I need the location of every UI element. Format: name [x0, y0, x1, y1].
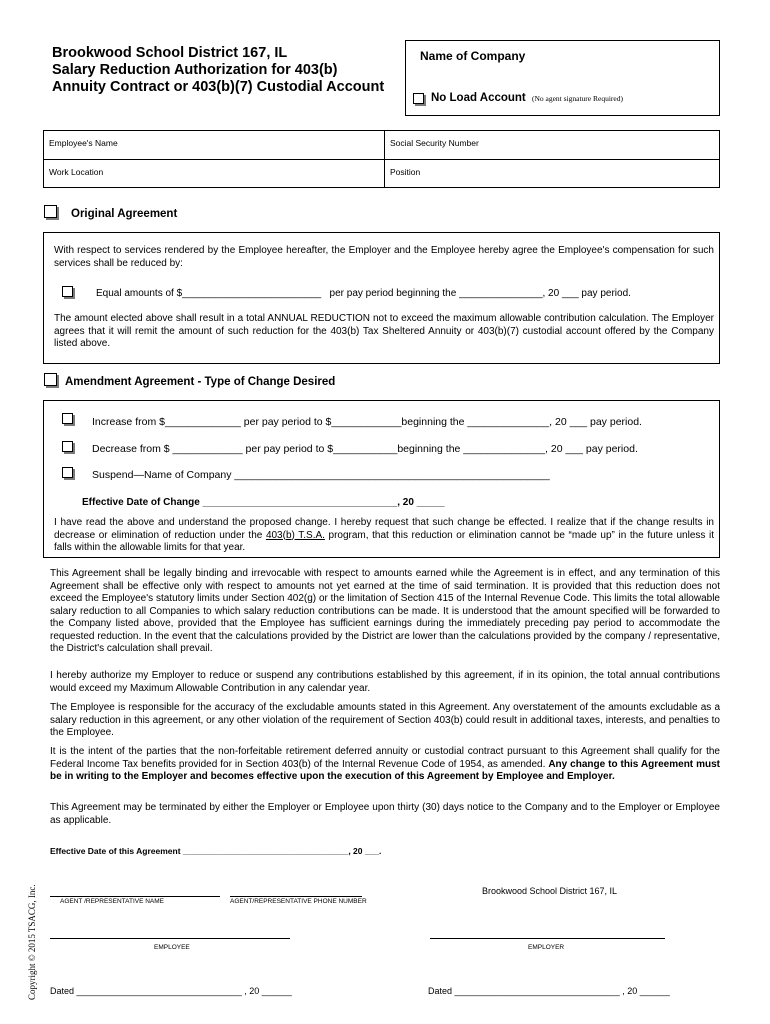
decrease-checkbox[interactable]	[62, 441, 73, 452]
company-box[interactable]	[405, 40, 720, 116]
no-load-text: No Load Account	[431, 92, 526, 104]
paragraph-intent	[50, 746, 720, 784]
original-agreement-checkbox[interactable]	[44, 205, 57, 218]
employee-fields-midline	[44, 159, 719, 160]
title-line-3: Annuity Contract or 403(b)(7) Custodial Account	[52, 79, 385, 95]
form-title	[52, 45, 402, 96]
amendment-box	[43, 400, 720, 558]
agent-phone-label: AGENT/REPRESENTATIVE PHONE NUMBER	[230, 898, 367, 905]
district-name: Brookwood School District 167, IL	[482, 886, 618, 896]
annual-reduction-text: The amount elected above shall result in a total ANNUAL REDUCTION not to exceed the maximum allowable contribution calculation. The Employer agrees that it will remit the amount of such reduction for the 403(b) Tax Sheltered Annuity or 403(b)(7) custodial account offered by the Company listed above.	[54, 313, 714, 349]
original-agreement-box	[43, 232, 720, 364]
read-understand-text	[54, 517, 714, 555]
suspend-line[interactable]: Suspend—Name of Company ______________________________________________________	[92, 469, 550, 481]
employee-fields-box	[43, 130, 720, 188]
suspend-checkbox[interactable]	[62, 467, 73, 478]
dated-right[interactable]: Dated _________________________________ , 20 ______	[428, 986, 670, 996]
ssn-field[interactable]: Social Security Number	[390, 138, 479, 148]
agent-phone-line[interactable]	[230, 896, 362, 897]
paragraph-binding: This Agreement shall be legally binding and irrevocable with respect to amounts earned while the Agreement is in effect, and any termination of this Agreement shall be effective only with respect to amounts not yet earned at the time of said termination. It is provided that this reduction does not exceed the Employee's statutory limits under Section 402(g) or the limitation of Section 415 of the Internal Revenue Code. This limits the total allowable salary reduction to all Companies to which salary reduction contributions can be made. It is understood that the amount specified will be forwarded to the Company listed above, provided that the Employee has sufficient earnings during the immediately preceding pay period to accommodate the requested reduction. In the event that the calculations provided by the District are lower than the calculations provided by the company / representative, the District's calculation shall prevail.	[50, 568, 720, 654]
equal-amounts-checkbox[interactable]	[62, 286, 73, 297]
read-text-after: program, that this reduction or elimination cannot be “made up” in the future unless it falls within the allowable limits for that year.	[54, 529, 714, 553]
employer-label: EMPLOYER	[528, 944, 565, 951]
no-load-checkbox[interactable]	[413, 93, 424, 104]
amendment-checkbox[interactable]	[44, 373, 57, 386]
amendment-heading: Amendment Agreement - Type of Change Desired	[65, 376, 336, 388]
tsa-program-link: 403(b) T.S.A.	[265, 529, 325, 541]
company-label: Name of Company	[420, 49, 526, 63]
dated-left[interactable]: Dated _________________________________ , 20 ______	[50, 986, 292, 996]
increase-line[interactable]: Increase from $_____________ per pay period to $____________beginning the ______________, 20 ___ pay period.	[92, 416, 642, 428]
no-load-note: (No agent signature Required)	[531, 94, 623, 103]
work-location-field[interactable]: Work Location	[49, 167, 104, 177]
position-field[interactable]: Position	[390, 167, 421, 177]
copyright-vertical: Copyright © 2015 TSACG, Inc.	[27, 884, 37, 1000]
no-load-label	[431, 92, 623, 104]
employee-signature-line[interactable]	[50, 938, 290, 939]
decrease-line[interactable]: Decrease from $ ____________ per pay period to $___________beginning the ______________, 20 ___ pay period.	[92, 443, 638, 455]
equal-amounts-line[interactable]: Equal amounts of $_________________________ per pay period beginning the _______________, 20 ___ pay period.	[96, 288, 631, 299]
intent-plain: It is the intent of the parties that the non-forfeitable retirement deferred annuity or custodial contract pursuant to this Agreement shall qualify for the Federal Income Tax benefits provided for in Section 403(b) of the Internal Revenue Code of 1954, as amended.	[50, 746, 720, 770]
original-agreement-heading: Original Agreement	[71, 208, 178, 220]
original-intro: With respect to services rendered by the Employee hereafter, the Employer and the Employee hereby agree the Employee's compensation for such services shall be reduced by:	[54, 245, 714, 269]
read-text-before: I have read the above and understand the proposed change. I hereby request that such change be effected. I realize that if the change results in decrease or elimination of reduction under the	[54, 517, 714, 541]
title-line-2: Salary Reduction Authorization for 403(b)	[52, 62, 338, 78]
employee-fields-divider	[384, 131, 385, 187]
agent-name-line[interactable]	[50, 896, 220, 897]
employee-label: EMPLOYEE	[154, 944, 190, 951]
effective-date-agreement[interactable]: Effective Date of this Agreement ___________________________________, 20 ___.	[50, 846, 382, 856]
title-line-1: Brookwood School District 167, IL	[52, 45, 288, 61]
agent-name-label: AGENT /REPRESENTATIVE NAME	[60, 898, 165, 905]
employer-signature-line[interactable]	[430, 938, 665, 939]
paragraph-authorize: I hereby authorize my Employer to reduce or suspend any contributions established by this agreement, if in its opinion, the total annual contributions would exceed my Maximum Allowable Contribution in any calendar year.	[50, 670, 720, 694]
intent-bold: Any change to this Agreement must be in writing to the Employer and becomes effective upon the execution of this Agreement by Employee and Employer.	[50, 758, 720, 782]
effective-date-change[interactable]: Effective Date of Change ___________________________________, 20 _____	[82, 497, 445, 508]
paragraph-termination: This Agreement may be terminated by either the Employer or Employee upon thirty (30) days notice to the Company and to the Employer or Employee as applicable.	[50, 802, 720, 826]
employee-name-field[interactable]: Employee's Name	[49, 138, 118, 148]
paragraph-responsibility: The Employee is responsible for the accuracy of the excludable amounts stated in this Agreement. Any overstatement of the amounts excludable as a salary reduction in this agreement, or any other violation of the requirement of Section 403(b) could result in additional taxes, interests, and penalties to the Employee.	[50, 702, 720, 738]
increase-checkbox[interactable]	[62, 413, 73, 424]
